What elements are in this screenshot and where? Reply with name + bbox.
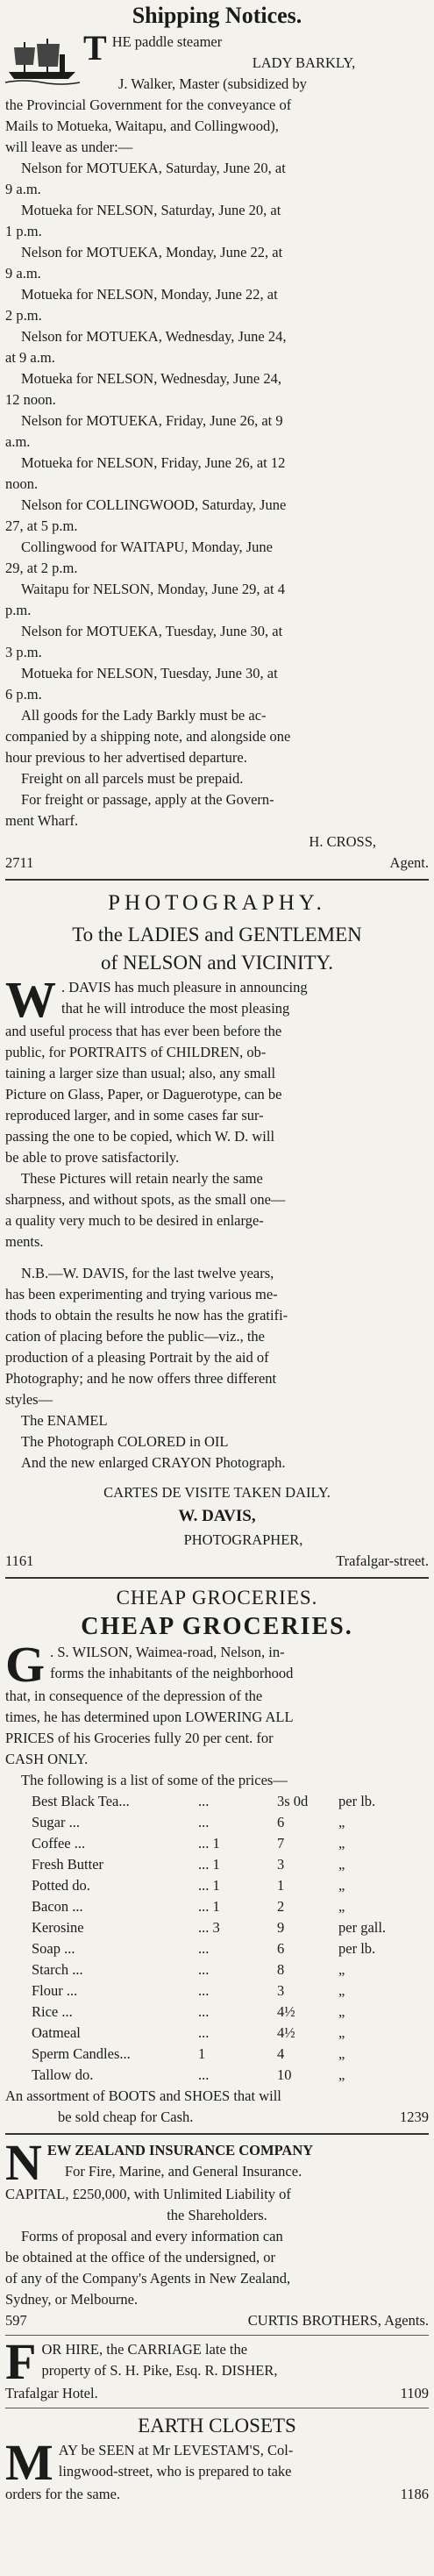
groceries-body-line: forms the inhabitants of the neighborhood <box>50 1665 294 1681</box>
price-item: Coffee ... <box>32 1835 86 1852</box>
photo-footer <box>5 1551 429 1572</box>
price-dots: ... 3 <box>198 1919 220 1936</box>
price-dots: ... <box>198 2003 210 2020</box>
shipping-notices <box>5 0 429 874</box>
price-item: Tallow do. <box>32 2066 94 2083</box>
price-unit: „ <box>338 1877 345 1894</box>
price-item: Bacon ... <box>32 1898 83 1915</box>
price-value: 10 <box>277 2066 292 2083</box>
earth-closets-ad <box>5 2412 429 2505</box>
price-value: 6 <box>277 1814 285 1830</box>
price-value: 9 <box>277 1919 285 1936</box>
photo-nb-line: thods to obtain the results he now has the gratifi- <box>5 1307 288 1324</box>
schedule-line: 9 a.m. <box>5 265 41 282</box>
photo-nb-line: production of a pleasing Portrait by the aid of <box>5 1349 269 1366</box>
price-dots: ... <box>198 2024 210 2041</box>
price-dots: 1 <box>198 2045 206 2062</box>
schedule-line: 3 p.m. <box>5 644 42 660</box>
photo-body-line: that he will introduce the most pleasing <box>61 1000 290 1017</box>
price-dots: ... <box>198 1982 210 1999</box>
price-row <box>5 1896 429 1917</box>
price-item: Kerosine <box>32 1919 84 1936</box>
photography-subtitle: of NELSON and VICINITY. <box>101 952 333 974</box>
price-dots: ... <box>198 1961 210 1978</box>
groceries-ad <box>5 1584 429 2128</box>
photo-nb-line: has been experimenting and trying various me- <box>5 1286 278 1302</box>
price-unit: „ <box>338 1961 345 1978</box>
closets-line: orders for the same. <box>5 2486 121 2502</box>
column-divider <box>5 879 429 881</box>
schedule-line: at 9 a.m. <box>5 349 55 366</box>
price-dots: ... <box>198 1793 210 1809</box>
price-row <box>5 2065 429 2086</box>
hire-footer <box>5 2383 429 2404</box>
price-value: 4½ <box>277 2003 295 2020</box>
photography-title: PHOTOGRAPHY. <box>108 891 326 915</box>
schedule-line: Nelson for MOTUEKA, Wednesday, June 24, <box>21 328 287 345</box>
groceries-dropcap: G <box>5 1636 46 1693</box>
price-value: 7 <box>277 1835 285 1852</box>
photo-nb-line: cation of placing before the public—viz., the <box>5 1328 265 1345</box>
shipping-note: All goods for the Lady Barkly must be ac- <box>21 707 267 724</box>
schedule-line: 6 p.m. <box>5 686 42 703</box>
column-divider <box>5 2133 429 2135</box>
column-divider <box>5 1577 429 1579</box>
shipping-note: For freight or passage, apply at the Govern- <box>21 791 274 808</box>
agent-title: Agent. <box>389 854 429 871</box>
price-unit: „ <box>338 1898 345 1915</box>
groceries-closing: An assortment of BOOTS and SHOES that will <box>5 2087 281 2104</box>
insurance-line: Forms of proposal and every information can <box>21 2228 283 2244</box>
shipping-line: the Provincial Government for the conveyance of <box>5 96 292 113</box>
ad-ref-number: 1239 <box>400 2109 429 2125</box>
photo-style: The ENAMEL <box>21 1412 108 1429</box>
photo-body-line: public, for PORTRAITS of CHILDREN, ob- <box>5 1044 267 1060</box>
price-value: 1 <box>277 1877 285 1894</box>
schedule-line: 29, at 2 p.m. <box>5 560 78 576</box>
price-dots: ... <box>198 1940 210 1957</box>
schedule-line: Nelson for MOTUEKA, Friday, June 26, at 9 <box>21 412 283 429</box>
price-item: Flour ... <box>32 1982 78 1999</box>
schedule-line: Motueka for NELSON, Saturday, June 20, at <box>21 202 281 218</box>
groceries-body-line: that, in consequence of the depression of the <box>5 1688 263 1704</box>
photo-style: And the new enlarged CRAYON Photograph. <box>21 1454 286 1471</box>
price-value: 3 <box>277 1982 285 1999</box>
price-value: 4½ <box>277 2024 295 2041</box>
insurance-dropcap: N <box>5 2134 42 2191</box>
photo-body-line: a quality very much to be desired in enlarge- <box>5 1212 264 1229</box>
schedule-line: 9 a.m. <box>5 181 41 197</box>
photo-body-line: reproduced larger, and in some cases far sur- <box>5 1107 264 1124</box>
shipping-note: ment Wharf. <box>5 812 79 829</box>
photo-nb-line: Photography; and he now offers three different <box>5 1370 277 1387</box>
price-unit: per gall. <box>338 1919 387 1936</box>
schedule-line: noon. <box>5 475 39 492</box>
shipping-signature: H. CROSS, <box>309 833 376 850</box>
price-unit: per lb. <box>338 1940 376 1957</box>
hire-dropcap: F <box>5 2333 37 2390</box>
price-item: Potted do. <box>32 1877 90 1894</box>
price-value: 4 <box>277 2045 285 2062</box>
price-dots: ... 1 <box>198 1856 220 1873</box>
price-value: 3 <box>277 1856 285 1873</box>
groceries-closing: be sold cheap for Cash. <box>58 2109 194 2125</box>
insurance-line: of any of the Company's Agents in New Zealand, <box>5 2270 291 2287</box>
price-unit: „ <box>338 1814 345 1830</box>
photo-body-line: and useful process that has ever been before the <box>5 1023 282 1039</box>
price-value: 6 <box>277 1940 285 1957</box>
photography-dropcap: W <box>5 971 56 1028</box>
cartes-notice: CARTES DE VISITE TAKEN DAILY. <box>103 1484 331 1501</box>
hire-line: property of S. H. Pike, Esq. R. DISHER, <box>41 2362 278 2379</box>
groceries-title: CHEAP GROCERIES. <box>116 1587 318 1609</box>
price-item: Rice ... <box>32 2003 73 2020</box>
schedule-line: Motueka for NELSON, Tuesday, June 30, at <box>21 665 278 681</box>
price-value: 2 <box>277 1898 285 1915</box>
closets-line: lingwood-street, who is prepared to take <box>58 2463 292 2480</box>
schedule-line: Nelson for MOTUEKA, Saturday, June 20, at <box>21 160 286 176</box>
photo-body-line: sharpness, and without spots, as the small one— <box>5 1191 286 1208</box>
ad-ref-number: 1161 <box>5 1552 34 1569</box>
shipping-title: Shipping Notices. <box>132 3 302 28</box>
price-item: Soap ... <box>32 1940 75 1957</box>
insurance-footer <box>5 2310 429 2331</box>
shipping-line: Mails to Motueka, Waitapu, and Collingwood), <box>5 118 279 134</box>
closets-footer <box>5 2484 429 2505</box>
photo-nb-line: N.B.—W. DAVIS, for the last twelve years, <box>21 1265 274 1281</box>
price-row <box>5 1791 429 1812</box>
insurance-line: CAPITAL, £250,000, with Unlimited Liability of <box>5 2186 291 2202</box>
insurance-agents: CURTIS BROTHERS, Agents. <box>247 2312 429 2329</box>
ad-ref-number: 1109 <box>400 2385 429 2401</box>
price-unit: „ <box>338 1982 345 1999</box>
price-dots: ... 1 <box>198 1898 220 1915</box>
photo-body-line: . DAVIS has much pleasure in announcing <box>61 979 308 995</box>
insurance-line: Sydney, or Melbourne. <box>5 2291 139 2308</box>
insurance-ad <box>5 2134 429 2331</box>
price-row <box>5 1938 429 1959</box>
shipping-line: HE paddle steamer <box>111 33 223 50</box>
carriage-hire-ad <box>5 2333 429 2404</box>
closets-line: AY be SEEN at Mr LEVESTAM'S, Col- <box>58 2442 294 2458</box>
schedule-line: p.m. <box>5 602 32 618</box>
price-row <box>5 1875 429 1896</box>
price-dots: ... <box>198 1814 210 1830</box>
ad-ref-number: 1186 <box>400 2486 429 2502</box>
closets-dropcap: M <box>5 2434 53 2491</box>
schedule-line: Motueka for NELSON, Monday, June 22, at <box>21 286 278 303</box>
groceries-body-line: PRICES of his Groceries fully 20 per cent. for <box>5 1730 274 1746</box>
price-value: 3s 0d <box>277 1793 309 1809</box>
photographer-profession: PHOTOGRAPHER, <box>183 1531 303 1548</box>
photo-style: The Photograph COLORED in OIL <box>21 1433 229 1450</box>
shipping-note: companied by a shipping note, and alongside one <box>5 728 291 745</box>
price-row <box>5 2023 429 2044</box>
price-unit: per lb. <box>338 1793 376 1809</box>
schedule-line: Motueka for NELSON, Wednesday, June 24, <box>21 370 281 387</box>
price-dots: ... 1 <box>198 1835 220 1852</box>
schedule-line: 12 noon. <box>5 391 56 408</box>
shipping-line: J. Walker, Master (subsidized by <box>118 75 307 92</box>
schedule-line: 2 p.m. <box>5 307 42 324</box>
schedule-line: 1 p.m. <box>5 223 42 239</box>
photographer-name: W. DAVIS, <box>178 1507 256 1525</box>
schedule-line: Collingwood for WAITAPU, Monday, June <box>21 539 273 555</box>
photo-address: Trafalgar-street. <box>336 1552 429 1569</box>
shipping-footer <box>5 853 429 874</box>
insurance-line: be obtained at the office of the undersigned, or <box>5 2249 276 2266</box>
price-row <box>5 1812 429 1833</box>
shipping-dropcap: T <box>83 28 107 68</box>
insurance-line: the Shareholders. <box>167 2207 267 2223</box>
price-row <box>5 1854 429 1875</box>
price-list <box>5 1791 429 2086</box>
price-unit: „ <box>338 2066 345 2083</box>
ad-ref-number: 2711 <box>5 854 34 871</box>
insurance-line: EW ZEALAND INSURANCE COMPANY <box>46 2142 314 2159</box>
photo-body-line: Picture on Glass, Paper, or Daguerotype, can be <box>5 1086 282 1102</box>
schedule-line: a.m. <box>5 433 31 450</box>
schedule-line: Nelson for COLLINGWOOD, Saturday, June <box>21 496 287 513</box>
price-dots: ... 1 <box>198 1877 220 1894</box>
photo-body-line: ments. <box>5 1233 44 1250</box>
price-unit: „ <box>338 1835 345 1852</box>
photo-body-line: be able to prove satisfactorily. <box>5 1149 180 1166</box>
photography-ad <box>5 886 429 1572</box>
ad-ref-number: 597 <box>5 2312 27 2329</box>
photo-body-line: taining a larger size than usual; also, any small <box>5 1065 276 1081</box>
price-unit: „ <box>338 2024 345 2041</box>
shipping-note: Freight on all parcels must be prepaid. <box>21 770 244 787</box>
schedule-line: Waitapu for NELSON, Monday, June 29, at 4 <box>21 581 285 597</box>
hire-line: Trafalgar Hotel. <box>5 2385 98 2401</box>
price-row <box>5 2002 429 2023</box>
groceries-footer <box>5 2107 429 2128</box>
closets-title: EARTH CLOSETS <box>138 2415 296 2437</box>
price-item: Oatmeal <box>32 2024 81 2041</box>
price-row <box>5 1917 429 1938</box>
groceries-body-line: CASH ONLY. <box>5 1751 89 1767</box>
schedule-line: 27, at 5 p.m. <box>5 517 78 534</box>
price-dots: ... <box>198 2066 210 2083</box>
sailing-schedule <box>5 158 429 705</box>
groceries-body-line: The following is a list of some of the prices— <box>21 1772 288 1788</box>
groceries-title: CHEAP GROCERIES. <box>81 1613 353 1640</box>
price-unit: „ <box>338 2045 345 2062</box>
photo-body-line: passing the one to be copied, which W. D. will <box>5 1128 275 1145</box>
price-item: Starch ... <box>32 1961 83 1978</box>
price-item: Sperm Candles... <box>32 2045 131 2062</box>
price-item: Fresh Butter <box>32 1856 104 1873</box>
photo-body-line: These Pictures will retain nearly the same <box>21 1170 263 1187</box>
shipping-line: will leave as under:— <box>5 139 133 155</box>
price-row <box>5 2044 429 2065</box>
groceries-body-line: . S. WILSON, Waimea-road, Nelson, in- <box>50 1644 285 1660</box>
schedule-line: Motueka for NELSON, Friday, June 26, at 12 <box>21 454 286 471</box>
schedule-line: Nelson for MOTUEKA, Tuesday, June 30, at <box>21 623 283 639</box>
price-row <box>5 1833 429 1854</box>
price-item: Sugar ... <box>32 1814 80 1830</box>
price-item: Best Black Tea... <box>32 1793 130 1809</box>
photo-nb-line: styles— <box>5 1391 53 1408</box>
column-divider <box>5 2335 429 2336</box>
insurance-line: For Fire, Marine, and General Insurance. <box>64 2163 302 2180</box>
price-value: 8 <box>277 1961 285 1978</box>
hire-line: OR HIRE, the CARRIAGE late the <box>41 2341 248 2358</box>
steamship-icon <box>5 33 80 86</box>
price-row <box>5 1980 429 2002</box>
price-row <box>5 1959 429 1980</box>
shipping-note: hour previous to her advertised departure. <box>5 749 247 766</box>
photography-subtitle: To the LADIES and GENTLEMEN <box>72 924 362 945</box>
price-unit: „ <box>338 1856 345 1873</box>
groceries-body-line: times, he has determined upon LOWERING ALL <box>5 1709 294 1725</box>
vessel-name: LADY BARKLY, <box>252 54 356 71</box>
price-unit: „ <box>338 2003 345 2020</box>
schedule-line: Nelson for MOTUEKA, Monday, June 22, at <box>21 244 283 260</box>
